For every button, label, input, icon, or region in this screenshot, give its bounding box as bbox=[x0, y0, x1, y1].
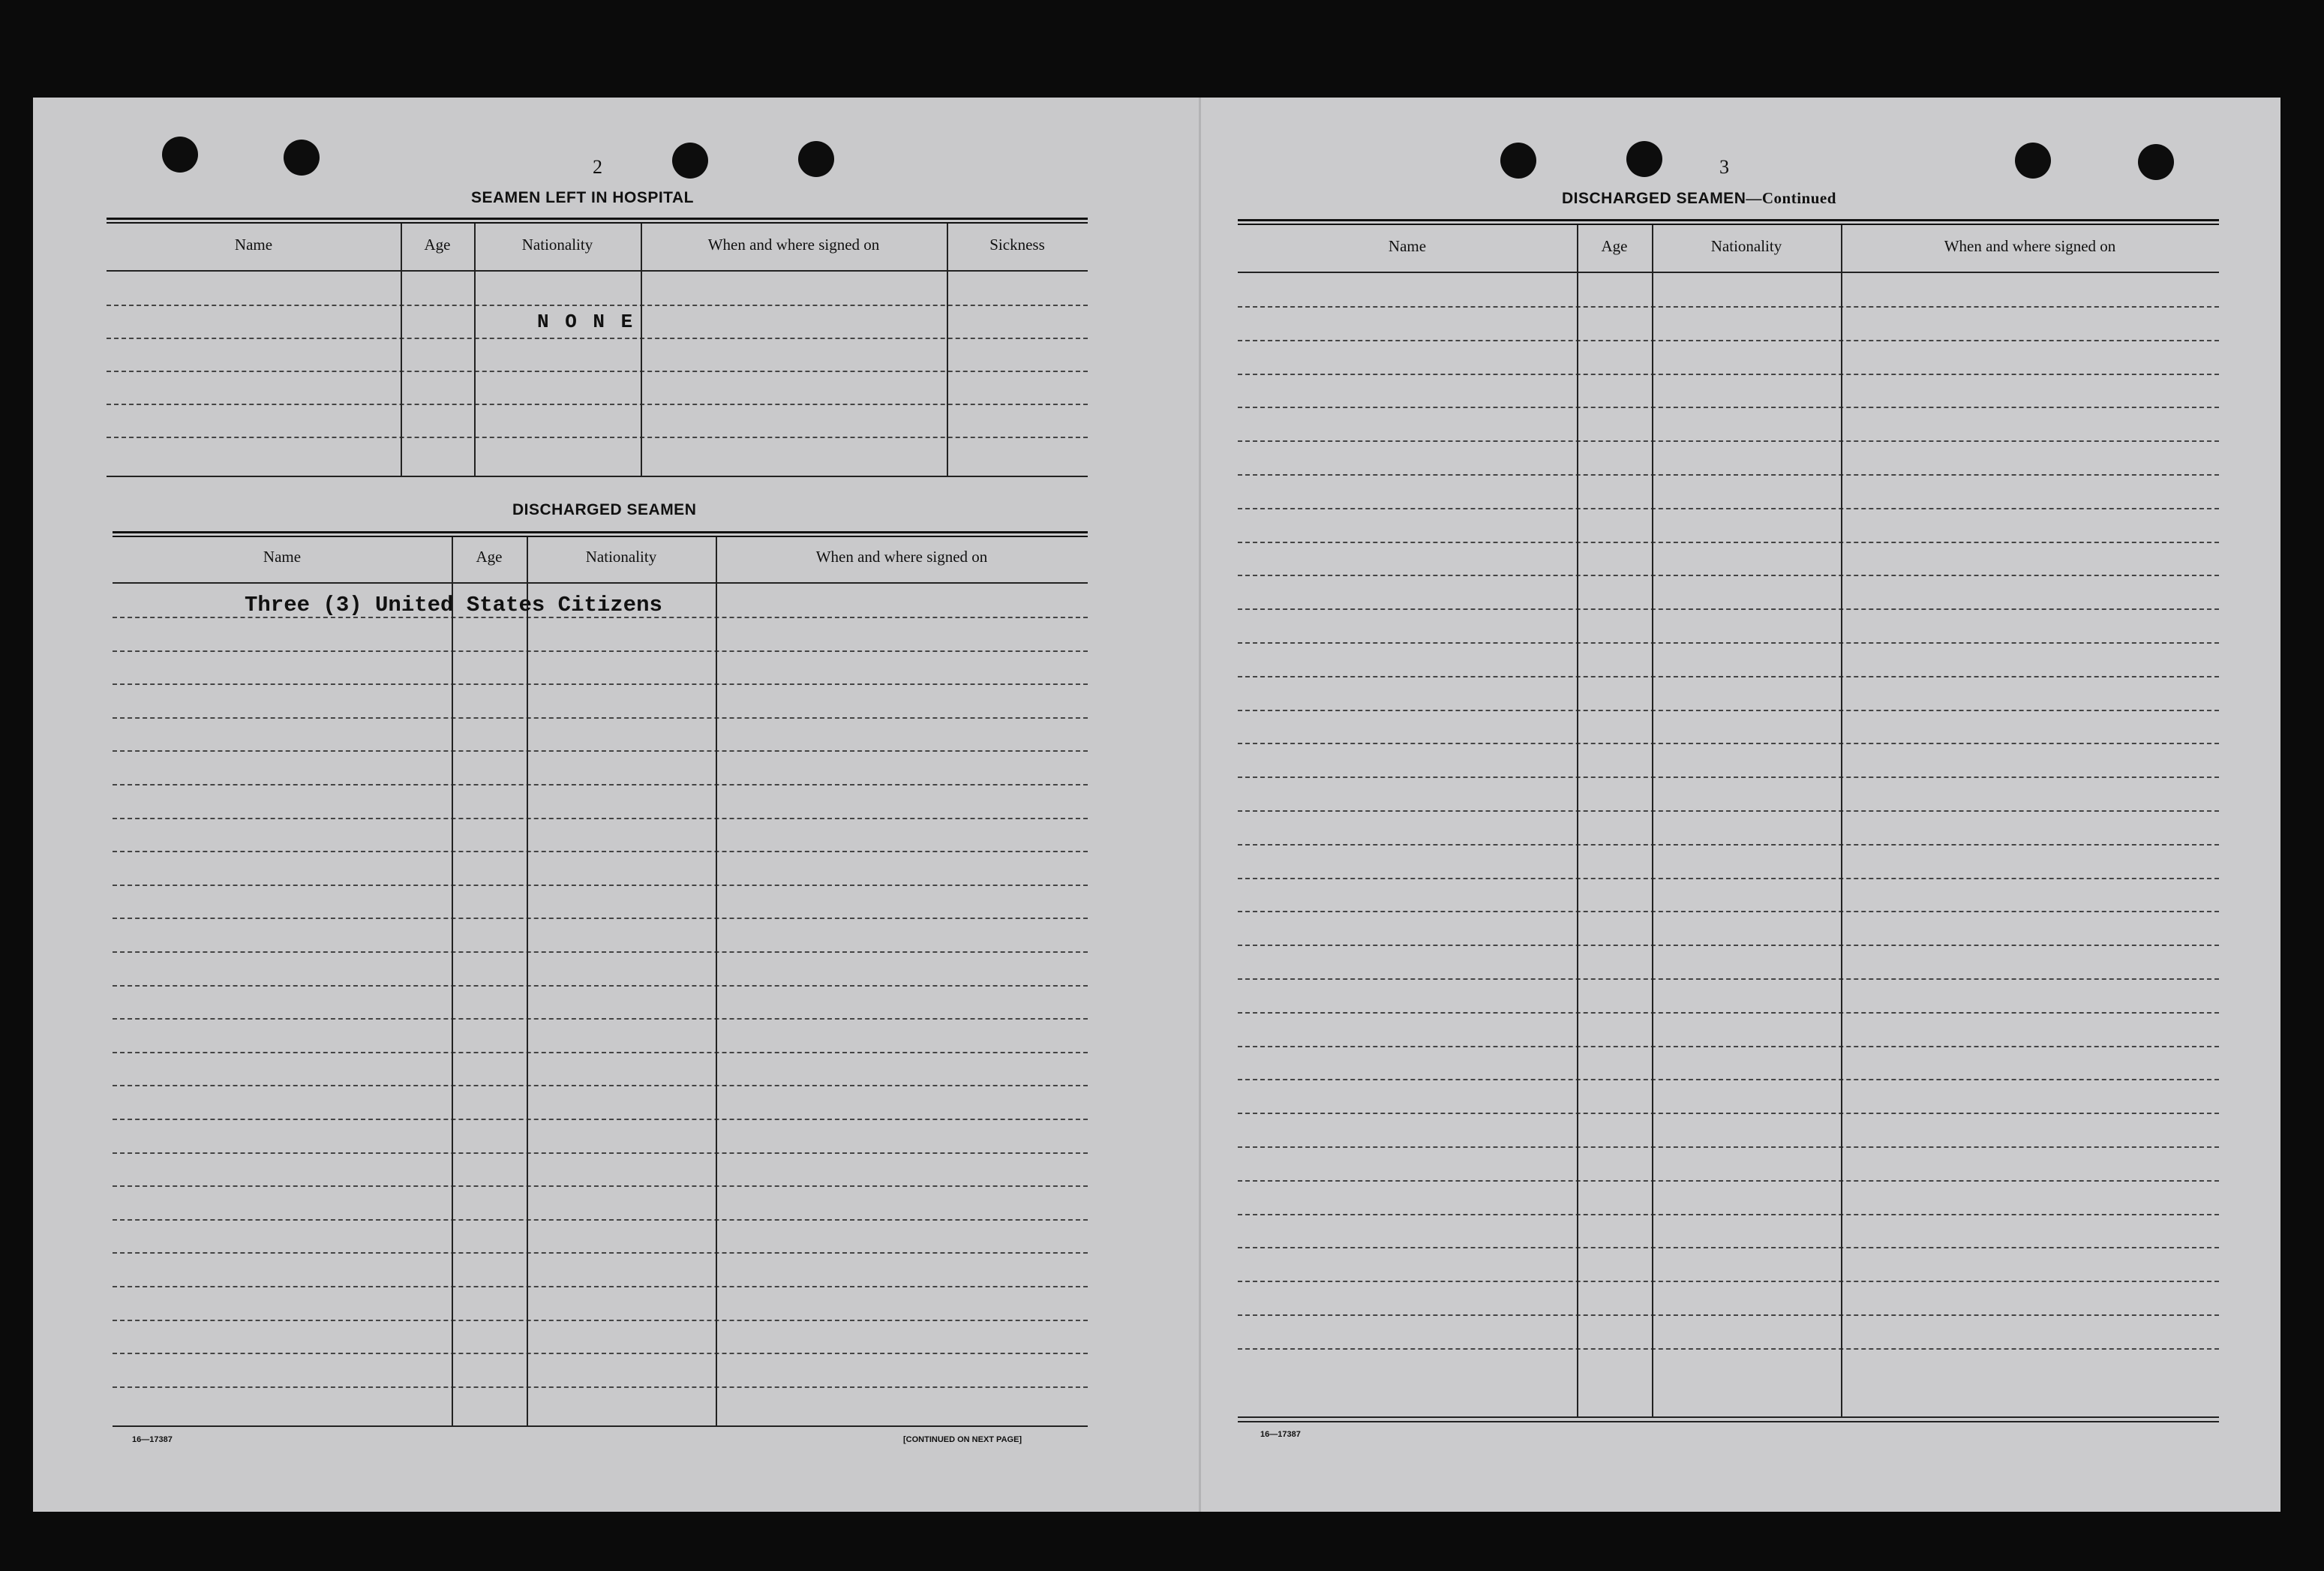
page-number: 2 bbox=[593, 156, 602, 178]
table-top-rule bbox=[113, 531, 1088, 537]
header-rule bbox=[113, 582, 1088, 584]
continued-table bbox=[1238, 219, 2219, 1422]
punch-hole bbox=[798, 141, 834, 177]
row-rule bbox=[113, 784, 1088, 786]
row-rule bbox=[1238, 474, 2219, 476]
column-rule bbox=[401, 224, 402, 476]
column-header: Name bbox=[1388, 237, 1427, 255]
row-rule bbox=[1238, 1012, 2219, 1014]
row-rule bbox=[1238, 1247, 2219, 1248]
punch-hole bbox=[1626, 141, 1662, 177]
row-rule bbox=[1238, 1046, 2219, 1047]
column-rule bbox=[527, 537, 528, 1425]
row-rule bbox=[1238, 911, 2219, 912]
row-rule bbox=[107, 404, 1088, 405]
discharged-continued-title bbox=[1562, 189, 1836, 208]
column-header: Age bbox=[424, 236, 451, 254]
row-rule bbox=[113, 1018, 1088, 1020]
title-suffix: —Continued bbox=[1746, 189, 1836, 207]
hospital-title: SEAMEN LEFT IN HOSPITAL bbox=[471, 189, 694, 206]
column-rule bbox=[716, 537, 717, 1425]
form-number: 16—17387 bbox=[132, 1435, 173, 1444]
column-rule bbox=[947, 224, 948, 476]
row-rule bbox=[113, 1052, 1088, 1053]
form-number: 16—17387 bbox=[1260, 1430, 1301, 1439]
table-bottom-rule bbox=[1238, 1416, 2219, 1418]
hospital-entry: N O N E bbox=[537, 311, 635, 333]
row-rule bbox=[1238, 642, 2219, 644]
row-rule bbox=[1238, 575, 2219, 576]
row-rule bbox=[1238, 407, 2219, 408]
row-rule bbox=[107, 371, 1088, 372]
row-rule bbox=[1238, 1281, 2219, 1282]
row-rule bbox=[113, 717, 1088, 719]
row-rule bbox=[1238, 1314, 2219, 1316]
row-rule bbox=[113, 1252, 1088, 1254]
row-rule bbox=[107, 437, 1088, 438]
column-rule bbox=[1577, 225, 1578, 1416]
punch-hole bbox=[2015, 143, 2051, 179]
column-rule bbox=[474, 224, 476, 476]
column-header: When and where signed on bbox=[1944, 237, 2116, 255]
title-main: DISCHARGED SEAMEN bbox=[1562, 190, 1746, 207]
row-rule bbox=[1238, 306, 2219, 308]
punch-hole bbox=[1500, 143, 1536, 179]
row-rule bbox=[113, 851, 1088, 852]
header-rule bbox=[1238, 272, 2219, 273]
column-header: Age bbox=[1601, 237, 1628, 255]
continued-note: [CONTINUED ON NEXT PAGE] bbox=[903, 1435, 1022, 1444]
row-rule bbox=[1238, 440, 2219, 442]
discharged-entry: Three (3) United States Citizens bbox=[245, 593, 662, 617]
column-header: Nationality bbox=[585, 548, 657, 566]
column-rule bbox=[641, 224, 642, 476]
row-rule bbox=[1238, 743, 2219, 744]
hospital-table bbox=[107, 218, 1088, 480]
row-rule bbox=[113, 1320, 1088, 1321]
row-rule bbox=[113, 1119, 1088, 1120]
column-header: Sickness bbox=[989, 236, 1045, 254]
row-rule bbox=[1238, 978, 2219, 980]
table-top-rule bbox=[1238, 219, 2219, 225]
row-rule bbox=[1238, 1214, 2219, 1215]
row-rule bbox=[113, 1085, 1088, 1086]
row-rule bbox=[1238, 1348, 2219, 1350]
row-rule bbox=[113, 650, 1088, 652]
row-rule bbox=[1238, 340, 2219, 341]
column-header: When and where signed on bbox=[707, 236, 880, 254]
column-header: When and where signed on bbox=[815, 548, 988, 566]
row-rule bbox=[1238, 945, 2219, 946]
row-rule bbox=[113, 918, 1088, 919]
row-rule bbox=[107, 338, 1088, 339]
row-rule bbox=[113, 750, 1088, 752]
row-rule bbox=[1238, 508, 2219, 509]
row-rule bbox=[1238, 878, 2219, 879]
row-rule bbox=[113, 1152, 1088, 1154]
row-rule bbox=[1238, 1113, 2219, 1114]
table-bottom-rule bbox=[1238, 1421, 2219, 1422]
row-rule bbox=[113, 885, 1088, 886]
row-rule bbox=[1238, 1146, 2219, 1148]
column-rule bbox=[452, 537, 453, 1425]
column-header: Name bbox=[263, 548, 302, 566]
row-rule bbox=[113, 985, 1088, 987]
row-rule bbox=[1238, 542, 2219, 543]
punch-hole bbox=[162, 137, 198, 173]
column-header: Age bbox=[476, 548, 503, 566]
punch-hole bbox=[2138, 144, 2174, 180]
row-rule bbox=[1238, 844, 2219, 846]
table-bottom-rule bbox=[113, 1425, 1088, 1427]
row-rule bbox=[1238, 374, 2219, 375]
table-top-rule bbox=[107, 218, 1088, 224]
row-rule bbox=[1238, 1079, 2219, 1080]
row-rule bbox=[113, 683, 1088, 685]
punch-hole bbox=[284, 140, 320, 176]
row-rule bbox=[107, 305, 1088, 306]
discharged-title: DISCHARGED SEAMEN bbox=[512, 501, 697, 518]
row-rule bbox=[1238, 776, 2219, 778]
row-rule bbox=[113, 818, 1088, 819]
column-rule bbox=[1841, 225, 1842, 1416]
row-rule bbox=[113, 1286, 1088, 1287]
page-fold bbox=[1199, 98, 1201, 1512]
column-rule bbox=[1652, 225, 1653, 1416]
table-bottom-rule bbox=[107, 476, 1088, 477]
discharged-table bbox=[113, 531, 1088, 1428]
row-rule bbox=[1238, 710, 2219, 711]
column-header: Nationality bbox=[521, 236, 593, 254]
row-rule bbox=[1238, 810, 2219, 812]
row-rule bbox=[113, 1219, 1088, 1221]
row-rule bbox=[113, 1353, 1088, 1354]
row-rule bbox=[1238, 1180, 2219, 1182]
column-header: Nationality bbox=[1710, 237, 1782, 255]
header-rule bbox=[107, 270, 1088, 272]
row-rule bbox=[113, 1185, 1088, 1187]
page-number: 3 bbox=[1719, 156, 1729, 178]
row-rule bbox=[1238, 676, 2219, 677]
column-header: Name bbox=[234, 236, 273, 254]
row-rule bbox=[113, 951, 1088, 953]
punch-hole bbox=[672, 143, 708, 179]
row-rule bbox=[113, 1386, 1088, 1388]
row-rule bbox=[1238, 608, 2219, 610]
